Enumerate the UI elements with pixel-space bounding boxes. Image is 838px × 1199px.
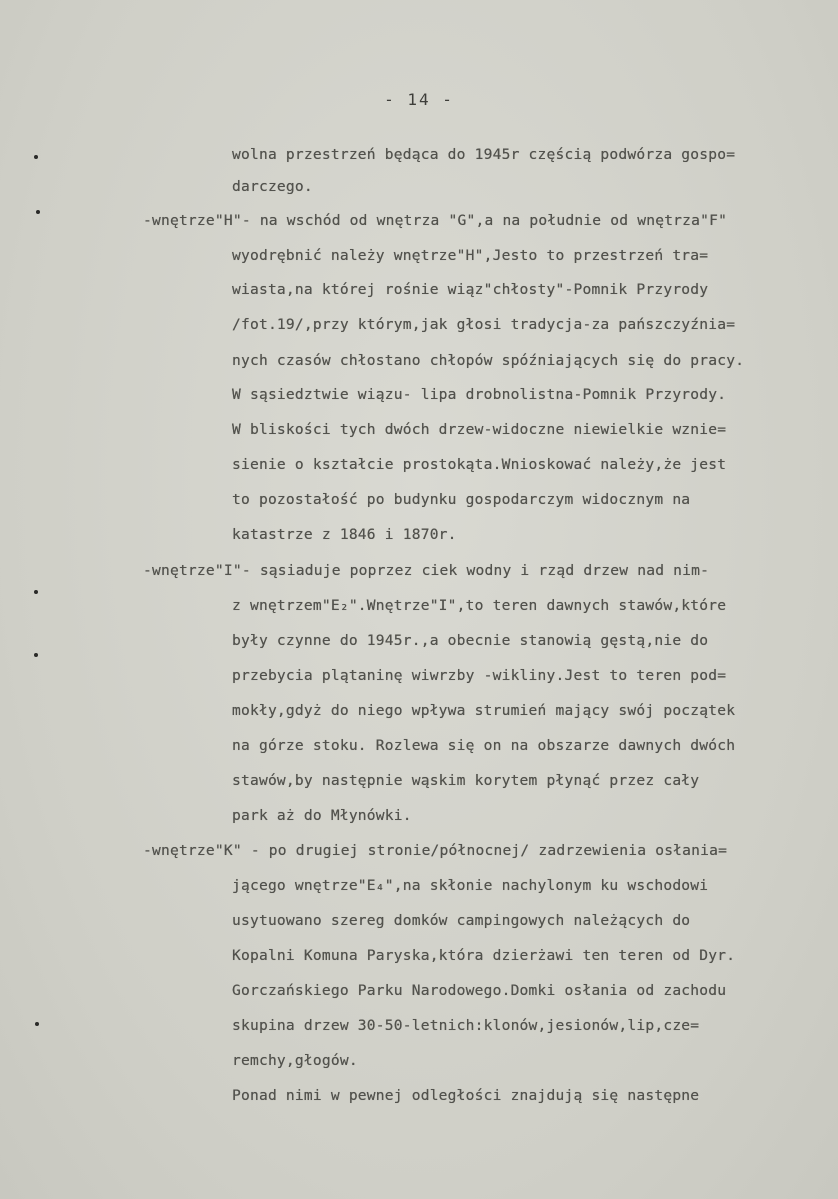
text-line: sienie o kształcie prostokąta.Wnioskować należy,że jest (232, 456, 727, 473)
text-line: Kopalni Komuna Paryska,która dzierżawi ten teren od Dyr. (232, 947, 736, 964)
text-line: wyodrębnić należy wnętrze"H",Jesto to przestrzeń tra= (232, 247, 709, 264)
text-line: skupina drzew 30-50-letnich:klonów,jesionów,lip,cze= (232, 1017, 700, 1034)
punch-hole-mark (34, 155, 38, 159)
punch-hole-mark (34, 590, 38, 594)
text-line: stawów,by następnie wąskim korytem płynąć przez cały (232, 772, 700, 789)
text-line: -wnętrze"I"- sąsiaduje poprzez ciek wodny i rząd drzew nad nim- (143, 562, 710, 579)
text-line: wolna przestrzeń będąca do 1945r częścią podwórza gospo= (232, 146, 736, 163)
text-line: W bliskości tych dwóch drzew-widoczne niewielkie wznie= (232, 421, 727, 438)
text-line: nych czasów chłostano chłopów spóźniających się do pracy. (232, 352, 745, 369)
text-line: -wnętrze"H"- na wschód od wnętrza "G",a na południe od wnętrza"F" (143, 212, 728, 229)
text-line: były czynne do 1945r.,a obecnie stanowią gęstą,nie do (232, 632, 709, 649)
text-line: /fot.19/,przy którym,jak głosi tradycja-za pańszczyźnia= (232, 316, 736, 333)
text-line: katastrze z 1846 i 1870r. (232, 526, 457, 543)
text-line: W sąsiedztwie wiązu- lipa drobnolistna-Pomnik Przyrody. (232, 386, 727, 403)
punch-hole-mark (36, 210, 40, 214)
text-line: park aż do Młynówki. (232, 807, 412, 824)
text-line: usytuowano szereg domków campingowych należących do (232, 912, 691, 929)
punch-hole-mark (34, 653, 38, 657)
text-line: -wnętrze"K" - po drugiej stronie/północnej/ zadrzewienia osłania= (143, 842, 728, 859)
text-line: wiasta,na której rośnie wiąz"chłosty"-Pomnik Przyrody (232, 281, 709, 298)
text-line: Gorczańskiego Parku Narodowego.Domki osłania od zachodu (232, 982, 727, 999)
text-line: jącego wnętrze"E₄",na skłonie nachylonym ku wschodowi (232, 877, 709, 894)
text-line: darczego. (232, 178, 313, 195)
text-line: Ponad nimi w pewnej odległości znajdują się następne (232, 1087, 700, 1104)
page-number: - 14 - (384, 90, 454, 109)
text-line: z wnętrzem"E₂".Wnętrze"I",to teren dawnych stawów,które (232, 597, 727, 614)
text-line: przebycia plątaninę wiwrzby -wikliny.Jest to teren pod= (232, 667, 727, 684)
text-line: remchy,głogów. (232, 1052, 358, 1069)
text-line: na górze stoku. Rozlewa się on na obszarze dawnych dwóch (232, 737, 736, 754)
text-line: mokły,gdyż do niego wpływa strumień mający swój początek (232, 702, 736, 719)
text-line: to pozostałość po budynku gospodarczym widocznym na (232, 491, 691, 508)
punch-hole-mark (35, 1022, 39, 1026)
